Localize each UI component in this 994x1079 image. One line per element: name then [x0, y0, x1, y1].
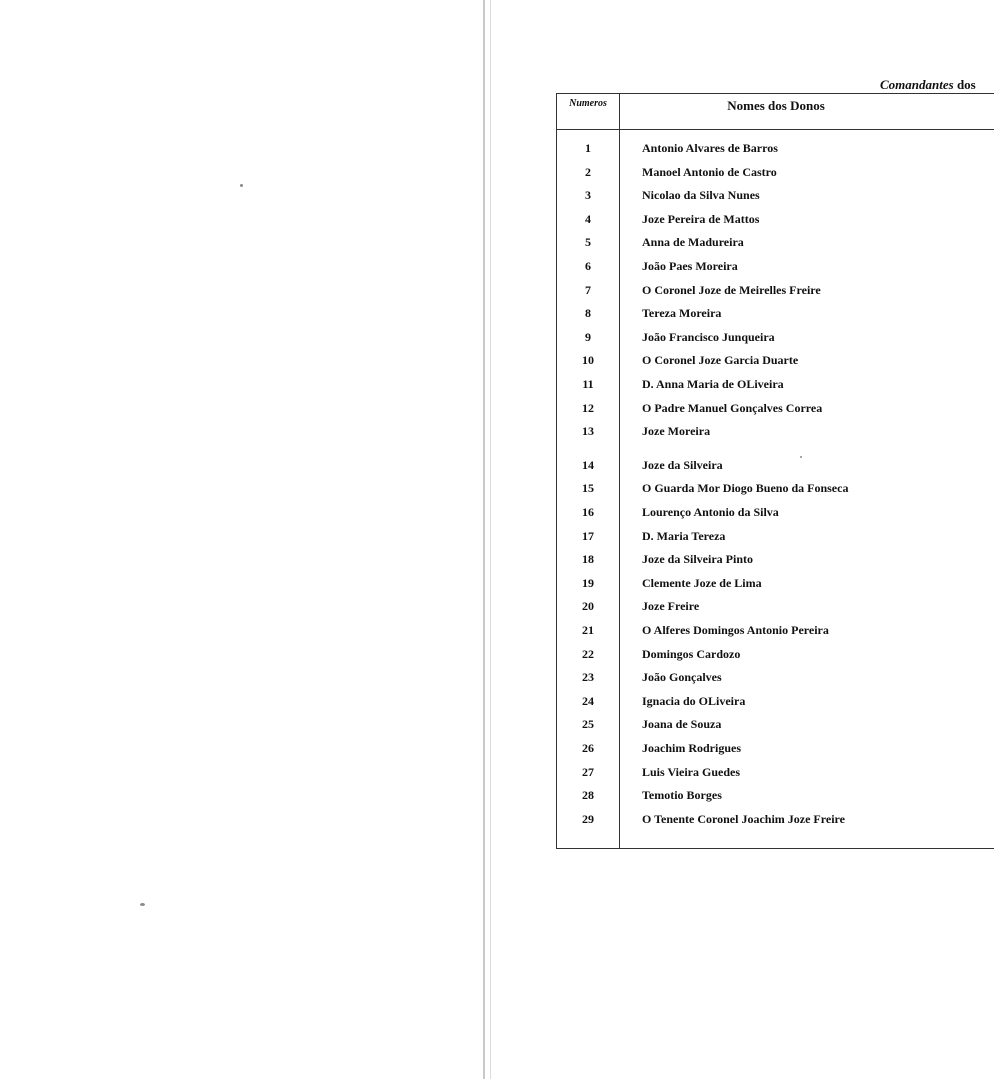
row-owner-name: Joze Pereira de Mattos — [642, 211, 760, 226]
table-row — [556, 812, 994, 832]
page-gutter-line — [483, 0, 485, 1079]
table-row — [556, 424, 994, 444]
row-number: 3 — [585, 188, 591, 203]
scan-speck — [240, 184, 243, 187]
table-row — [556, 599, 994, 619]
table-row — [556, 552, 994, 572]
table-row — [556, 623, 994, 643]
row-number: 24 — [582, 693, 594, 708]
row-owner-name: Domingos Cardozo — [642, 646, 741, 661]
row-owner-name: Joze da Silveira Pinto — [642, 552, 753, 567]
table-row — [556, 165, 994, 185]
row-owner-name: O Tenente Coronel Joachim Joze Freire — [642, 811, 845, 826]
row-owner-name: Tereza Moreira — [642, 306, 722, 321]
table-row — [556, 741, 994, 761]
table-row — [556, 353, 994, 373]
table-row — [556, 576, 994, 596]
row-number: 25 — [582, 717, 594, 732]
row-number: 19 — [582, 575, 594, 590]
row-number: 15 — [582, 481, 594, 496]
row-number: 20 — [582, 599, 594, 614]
column-header-name: Nomes dos Donos — [727, 98, 825, 113]
table-row — [556, 283, 994, 303]
row-number: 13 — [582, 424, 594, 439]
row-number: 12 — [582, 400, 594, 415]
row-number: 17 — [582, 528, 594, 543]
table-top-rule — [556, 93, 994, 94]
row-number: 5 — [585, 235, 591, 250]
row-number: 18 — [582, 552, 594, 567]
table-row — [556, 529, 994, 549]
page-heading — [880, 77, 976, 93]
owners-table — [556, 93, 994, 849]
row-number: 22 — [582, 646, 594, 661]
row-number: 9 — [585, 329, 591, 344]
row-number: 10 — [582, 353, 594, 368]
row-number: 21 — [582, 623, 594, 637]
row-number: 11 — [582, 377, 594, 391]
table-row — [556, 505, 994, 525]
table-bottom-rule — [556, 848, 994, 849]
page-gutter-line-inner — [490, 0, 491, 1079]
table-row — [556, 788, 994, 808]
row-owner-name: D. Maria Tereza — [642, 528, 726, 543]
row-number: 23 — [582, 670, 594, 685]
table-row — [556, 647, 994, 667]
row-number: 14 — [582, 457, 594, 472]
row-owner-name: Ignacia do OLiveira — [642, 693, 746, 708]
row-owner-name: Temotio Borges — [642, 788, 722, 803]
table-row — [556, 259, 994, 279]
row-number: 2 — [585, 164, 591, 179]
table-header-rule — [556, 129, 994, 130]
row-number: 29 — [582, 811, 594, 826]
row-owner-name: Joana de Souza — [642, 717, 722, 732]
table-row — [556, 401, 994, 421]
row-owner-name: Joze Freire — [642, 599, 700, 614]
table-row — [556, 694, 994, 714]
row-owner-name: Luis Vieira Guedes — [642, 764, 741, 779]
row-owner-name: Joze Moreira — [642, 424, 711, 439]
row-owner-name: João Gonçalves — [642, 670, 722, 685]
row-number: 6 — [585, 259, 591, 273]
table-row — [556, 377, 994, 397]
row-owner-name: Manoel Antonio de Castro — [642, 164, 777, 179]
column-header-number: Numeros — [569, 98, 607, 109]
table-row — [556, 330, 994, 350]
row-owner-name: O Coronel Joze Garcia Duarte — [642, 353, 799, 368]
row-owner-name: Lourenço Antonio da Silva — [642, 505, 779, 519]
table-row — [556, 188, 994, 208]
row-owner-name: Clemente Joze de Lima — [642, 575, 762, 590]
row-number: 26 — [582, 741, 594, 755]
table-row — [556, 306, 994, 326]
row-number: 27 — [582, 764, 594, 779]
row-owner-name: D. Anna Maria de OLiveira — [642, 377, 784, 391]
row-owner-name: João Francisco Junqueira — [642, 329, 775, 344]
row-number: 28 — [582, 788, 594, 803]
row-owner-name: João Paes Moreira — [642, 259, 738, 273]
row-owner-name: Antonio Alvares de Barros — [642, 141, 778, 155]
scan-speck — [140, 903, 145, 906]
table-row — [556, 458, 994, 478]
table-row — [556, 481, 994, 501]
row-owner-name: Nicolao da Silva Nunes — [642, 188, 760, 203]
table-row — [556, 717, 994, 737]
row-owner-name: Joachim Rodrigues — [642, 741, 741, 755]
table-row — [556, 235, 994, 255]
row-owner-name: Joze da Silveira — [642, 457, 723, 472]
row-owner-name: O Alferes Domingos Antonio Pereira — [642, 623, 829, 637]
table-row — [556, 212, 994, 232]
row-owner-name: O Padre Manuel Gonçalves Correa — [642, 400, 823, 415]
row-number: 1 — [585, 141, 591, 155]
row-number: 7 — [585, 282, 591, 297]
row-number: 4 — [585, 211, 591, 226]
row-number: 8 — [585, 306, 591, 321]
table-row — [556, 670, 994, 690]
row-number: 16 — [582, 505, 594, 519]
row-owner-name: O Coronel Joze de Meirelles Freire — [642, 282, 821, 297]
table-row — [556, 765, 994, 785]
row-owner-name: O Guarda Mor Diogo Bueno da Fonseca — [642, 481, 849, 496]
row-owner-name: Anna de Madureira — [642, 235, 744, 250]
heading-prefix: Comandantes — [880, 77, 954, 92]
heading-suffix: dos — [953, 77, 976, 92]
table-row — [556, 141, 994, 161]
